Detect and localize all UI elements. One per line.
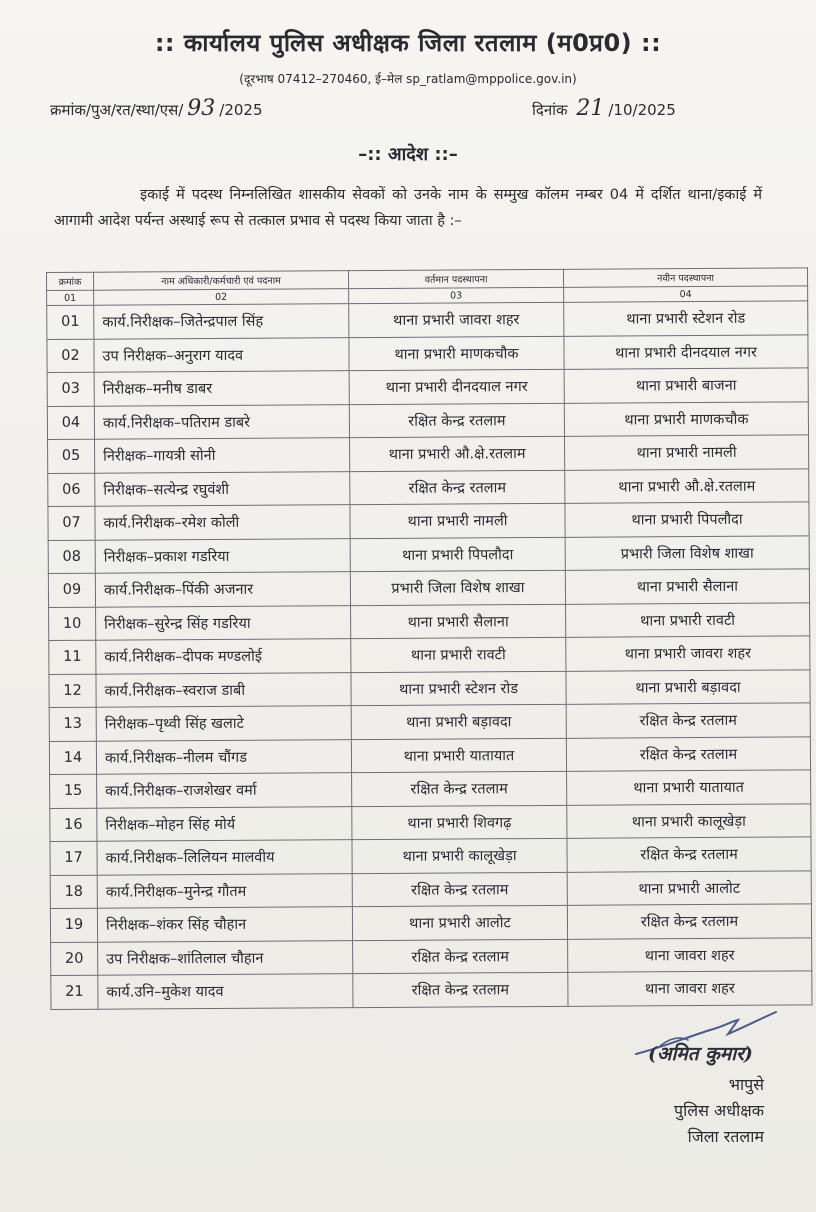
current-posting: रक्षित केन्द्र रतलाम: [350, 470, 565, 505]
serial-number: 16: [50, 808, 97, 842]
order-reference: [50, 96, 263, 121]
new-posting: थाना प्रभारी पिपलौदा: [565, 502, 809, 537]
officer-name: कार्य.निरीक्षक–पिंकी अजनार: [95, 572, 350, 607]
table-row: [50, 904, 811, 942]
serial-number: 21: [51, 975, 98, 1009]
signatory-designation: पुलिस अधीक्षक: [674, 1101, 764, 1120]
table-row: [50, 770, 811, 808]
signatory-service: भापुसे: [728, 1075, 764, 1094]
current-posting: प्रभारी जिला विशेष शाखा: [350, 570, 565, 605]
current-posting: थाना प्रभारी सैलाना: [351, 604, 566, 639]
postings-table: [46, 267, 812, 1009]
table-row: [48, 569, 809, 607]
table-row: [48, 535, 809, 573]
officer-name: निरीक्षक–मोहन सिंह मोर्य: [97, 806, 352, 841]
serial-number: 19: [50, 908, 97, 942]
current-posting: थाना प्रभारी कालूखेड़ा: [352, 838, 567, 873]
serial-number: 20: [51, 942, 98, 976]
officer-name: निरीक्षक–प्रकाश गडरिया: [95, 538, 350, 573]
table-row: [48, 502, 809, 540]
new-posting: रक्षित केन्द्र रतलाम: [567, 837, 811, 872]
column-number: 01: [47, 290, 94, 305]
officer-name: निरीक्षक–पृथ्वी सिंह खलाटे: [96, 706, 351, 741]
table-row: [49, 703, 810, 741]
serial-number: 02: [47, 339, 94, 373]
serial-number: 07: [48, 506, 95, 540]
header-serial: क्रमांक: [47, 272, 94, 290]
serial-number: 13: [49, 707, 96, 741]
new-posting: प्रभारी जिला विशेष शाखा: [565, 535, 809, 570]
serial-number: 06: [48, 473, 95, 507]
order-heading: –:: आदेश ::–: [358, 144, 458, 165]
table-row: [50, 837, 811, 875]
table-row: [48, 468, 809, 506]
serial-number: 17: [50, 841, 97, 875]
signatory-district: जिला रतलाम: [687, 1127, 764, 1146]
new-posting: थाना प्रभारी औ.क्षे.रतलाम: [565, 468, 809, 503]
serial-number: 05: [48, 439, 95, 473]
current-posting: थाना प्रभारी पिपलौदा: [350, 537, 565, 572]
new-posting: रक्षित केन्द्र रतलाम: [566, 736, 810, 771]
contact-details: (दूरभाष 07412–270460, ई–मेल sp_ratlam@mppolice.gov.in): [239, 72, 577, 86]
current-posting: थाना प्रभारी शिवगढ़: [352, 805, 567, 840]
officer-name: निरीक्षक–गायत्री सोनी: [95, 438, 350, 473]
officer-name: कार्य.निरीक्षक–दीपक मण्डलोई: [96, 639, 351, 674]
date-rest: /10/2025: [608, 101, 676, 119]
new-posting: थाना प्रभारी कालूखेड़ा: [567, 803, 811, 838]
table-row: [51, 937, 812, 975]
current-posting: थाना प्रभारी माणकचौक: [349, 336, 564, 371]
table-row: [49, 669, 810, 707]
officer-name: उप निरीक्षक–अनुराग यादव: [94, 337, 349, 372]
column-number: 03: [349, 287, 564, 303]
current-posting: रक्षित केन्द्र रतलाम: [353, 939, 568, 974]
header-new-posting: नवीन पदस्थापना: [563, 268, 807, 287]
serial-number: 08: [48, 540, 95, 574]
table-row: [49, 636, 810, 674]
table-row: [47, 401, 808, 439]
officer-name: कार्य.निरीक्षक–लिलियन मालवीय: [97, 840, 352, 875]
header-name: नाम अधिकारी/कर्मचारी एवं पदनाम: [94, 271, 349, 291]
reference-line: [50, 94, 730, 120]
new-posting: थाना जावरा शहर: [568, 937, 812, 972]
current-posting: थाना प्रभारी यातायात: [351, 738, 566, 773]
serial-number: 18: [50, 875, 97, 909]
current-posting: रक्षित केन्द्र रतलाम: [352, 872, 567, 907]
serial-number: 04: [47, 406, 94, 440]
officer-name: कार्य.निरीक्षक–जितेन्द्रपाल सिंह: [94, 304, 349, 339]
officer-name: निरीक्षक–सुरेन्द्र सिंह गडरिया: [96, 605, 351, 640]
current-posting: थाना प्रभारी स्टेशन रोड: [351, 671, 566, 706]
office-title: :: कार्यालय पुलिस अधीक्षक जिला रतलाम (म0प्र0) ::: [154, 29, 662, 57]
table-row: [51, 971, 812, 1009]
table-row: [50, 803, 811, 841]
new-posting: थाना प्रभारी यातायात: [567, 770, 811, 805]
serial-number: 10: [49, 607, 96, 641]
new-posting: थाना प्रभारी जावरा शहर: [566, 636, 810, 671]
new-posting: थाना प्रभारी माणकचौक: [564, 401, 808, 436]
officer-name: निरीक्षक–सत्येन्द्र रघुवंशी: [95, 471, 350, 506]
current-posting: थाना प्रभारी बड़ावदा: [351, 704, 566, 739]
officer-name: कार्य.निरीक्षक–पतिराम डाबरे: [94, 404, 349, 439]
new-posting: थाना प्रभारी रावटी: [566, 602, 810, 637]
table-row: [50, 870, 811, 908]
officer-name: कार्य.निरीक्षक–राजशेखर वर्मा: [97, 773, 352, 808]
new-posting: थाना प्रभारी आलोट: [567, 870, 811, 905]
current-posting: रक्षित केन्द्र रतलाम: [349, 403, 564, 438]
serial-number: 15: [50, 774, 97, 808]
table-row: [49, 736, 810, 774]
current-posting: थाना प्रभारी आलोट: [352, 905, 567, 940]
new-posting: थाना प्रभारी बड़ावदा: [566, 669, 810, 704]
reference-prefix: क्रमांक/पुअ/रत/स्था/एस/: [50, 101, 184, 119]
serial-number: 14: [49, 741, 96, 775]
column-number: 04: [564, 286, 808, 302]
date-day: 21: [576, 96, 605, 121]
officer-name: उप निरीक्षक–शांतिलाल चौहान: [98, 940, 353, 975]
new-posting: रक्षित केन्द्र रतलाम: [567, 904, 811, 939]
officer-name: निरीक्षक–मनीष डाबर: [94, 371, 349, 406]
officer-name: कार्य.उनि–मुकेश यादव: [98, 974, 353, 1009]
new-posting: थाना प्रभारी बाजना: [564, 368, 808, 403]
officer-name: कार्य.निरीक्षक–रमेश कोली: [95, 505, 350, 540]
date-label: दिनांक: [532, 101, 568, 119]
serial-number: 11: [49, 640, 96, 674]
table-row: [49, 602, 810, 640]
serial-number: 03: [47, 372, 94, 406]
officer-name: कार्य.निरीक्षक–स्वराज डाबी: [96, 672, 351, 707]
current-posting: थाना प्रभारी नामली: [350, 503, 565, 538]
signature-block: [624, 1072, 764, 1150]
current-posting: थाना प्रभारी दीनदयाल नगर: [349, 369, 564, 404]
officer-name: कार्य.निरीक्षक–नीलम चौंगड: [96, 739, 351, 774]
order-body-text: इकाई में पदस्थ निम्नलिखित शासकीय सेवकों को उनके नाम के सम्मुख कॉलम नम्बर 04 में दर्शित थाना/इकाई में आगामी आदेश पर्यन्त अस्थाई रूप से तत्काल प्रभाव से पदस्थ किया जाता है :–: [54, 187, 762, 229]
header-current-posting: वर्तमान पदस्थापना: [348, 269, 563, 288]
table-row: [47, 334, 808, 372]
new-posting: थाना प्रभारी दीनदयाल नगर: [564, 334, 808, 369]
officer-name: निरीक्षक–शंकर सिंह चौहान: [97, 907, 352, 942]
order-date: [532, 96, 676, 121]
serial-number: 09: [48, 573, 95, 607]
current-posting: थाना प्रभारी रावटी: [351, 637, 566, 672]
column-number: 02: [94, 289, 349, 306]
officer-name: कार्य.निरीक्षक–मुनेन्द्र गौतम: [97, 873, 352, 908]
table-row: [47, 368, 808, 406]
table-row: [47, 301, 808, 339]
new-posting: थाना जावरा शहर: [568, 971, 812, 1006]
new-posting: थाना प्रभारी सैलाना: [565, 569, 809, 604]
current-posting: थाना प्रभारी जावरा शहर: [349, 302, 564, 337]
new-posting: रक्षित केन्द्र रतलाम: [566, 703, 810, 738]
current-posting: थाना प्रभारी औ.क्षे.रतलाम: [350, 436, 565, 471]
serial-number: 12: [49, 674, 96, 708]
reference-year: /2025: [219, 101, 263, 119]
new-posting: थाना प्रभारी नामली: [565, 435, 809, 470]
serial-number: 01: [47, 305, 94, 339]
current-posting: रक्षित केन्द्र रतलाम: [352, 771, 567, 806]
order-body: [54, 182, 762, 234]
current-posting: रक्षित केन्द्र रतलाम: [353, 972, 568, 1007]
signatory-name: (अमित कुमार): [648, 1043, 753, 1065]
new-posting: थाना प्रभारी स्टेशन रोड: [564, 301, 808, 336]
table-row: [48, 435, 809, 473]
reference-number: 93: [187, 96, 216, 121]
